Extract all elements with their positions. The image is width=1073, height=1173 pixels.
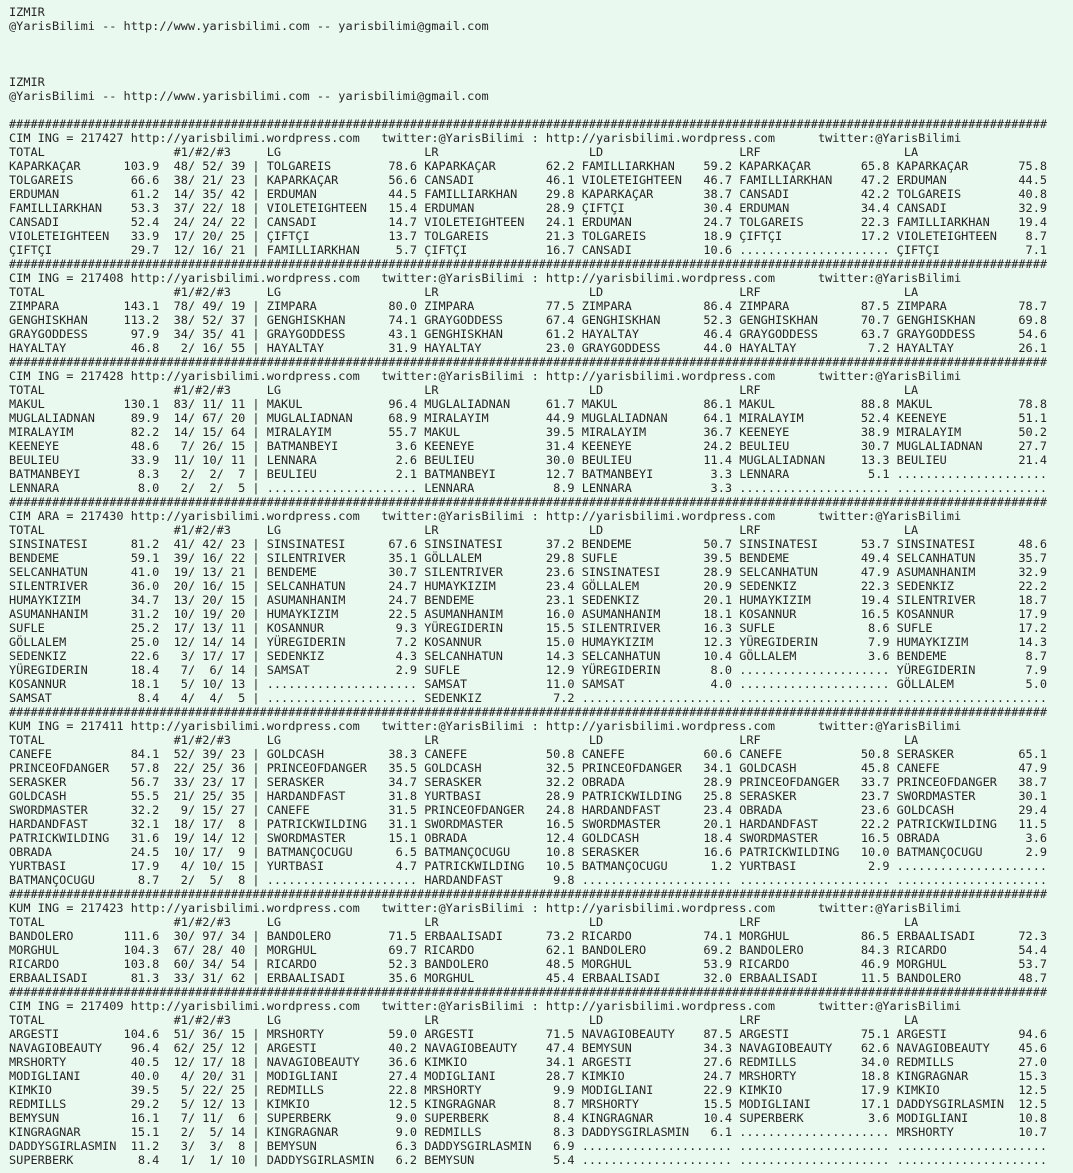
race-title-line: KUM ING = 217423 http://yarisbilimi.wordpress.com twitter:@YarisBilimi : http://yarisbilimi.wordpress.com twitter:@YarisBilimi — [9, 901, 962, 915]
horse-row: CANEFE 84.1 52/ 39/ 23 | GOLDCASH 38.3 CANEFE 50.8 CANEFE 60.6 CANEFE 50.8 SERASKER 65.1 — [9, 747, 1048, 761]
blank-line — [9, 61, 1073, 75]
horse-row: RICARDO 103.8 60/ 34/ 54 | RICARDO 52.3 BANDOLERO 48.5 MORGHUL 53.9 RICARDO 46.9 MORGHUL 53.7 — [9, 957, 1048, 971]
section-divider: ################################################################################################################################################# — [9, 355, 1048, 369]
horse-row: SWORDMASTER 32.2 9/ 15/ 27 | CANEFE 31.5 PRINCEOFDANGER 24.8 HARDANDFAST 23.4 OBRADA 23.6 GOLDCASH 29.4 — [9, 803, 1048, 817]
horse-row: KIMKIO 39.5 5/ 22/ 25 | REDMILLS 22.8 MRSHORTY 9.9 MODIGLIANI 22.9 KIMKIO 17.9 KIMKIO 12.5 — [9, 1083, 1048, 1097]
horse-row: BEULIEU 33.9 11/ 10/ 11 | LENNARA 2.6 BEULIEU 30.0 BEULIEU 11.4 MUGLALIADNAN 13.3 BEULIEU 21.4 — [9, 453, 1048, 467]
horse-row: ARGESTI 104.6 51/ 36/ 15 | MRSHORTY 59.0 ARGESTI 71.5 NAVAGIOBEAUTY 87.5 ARGESTI 75.1 ARGESTI 94.6 — [9, 1027, 1048, 1041]
horse-row: VIOLETEIGHTEEN 33.9 17/ 20/ 25 | ÇIFTÇI 13.7 TOLGAREIS 21.3 TOLGAREIS 18.9 ÇIFTÇI 17.2 VIOLETEIGHTEEN 8.7 — [9, 229, 1048, 243]
horse-row: YÜREGIDERIN 18.4 7/ 6/ 14 | SAMSAT 2.9 SUFLE 12.9 YÜREGIDERIN 8.0 ..................... YÜREGIDERIN 7.9 — [9, 663, 1048, 677]
race-title-line: CIM ING = 217428 http://yarisbilimi.wordpress.com twitter:@YarisBilimi : http://yarisbilimi.wordpress.com twitter:@YarisBilimi — [9, 369, 962, 383]
horse-row: MRSHORTY 40.5 12/ 17/ 18 | NAVAGIOBEAUTY 36.6 KIMKIO 34.1 ARGESTI 27.6 REDMILLS 34.0 REDMILLS 27.0 — [9, 1055, 1048, 1069]
column-header-row: TOTAL #1/#2/#3 LG LR LD LRF LA — [9, 915, 919, 929]
race-title-line: CIM ING = 217427 http://yarisbilimi.wordpress.com twitter:@YarisBilimi : http://yarisbilimi.wordpress.com twitter:@YarisBilimi — [9, 131, 962, 145]
horse-row: MORGHUL 104.3 67/ 28/ 40 | MORGHUL 69.7 RICARDO 62.1 BANDOLERO 69.2 BANDOLERO 84.3 RICARDO 54.4 — [9, 943, 1048, 957]
horse-row: MUGLALIADNAN 89.9 14/ 67/ 20 | MUGLALIADNAN 68.9 MIRALAYIM 44.9 MUGLALIADNAN 64.1 MIRALAYIM 52.4 KEENEYE 51.1 — [9, 411, 1048, 425]
column-header-row: TOTAL #1/#2/#3 LG LR LD LRF LA — [9, 523, 919, 537]
horse-row: PRINCEOFDANGER 57.8 22/ 25/ 36 | PRINCEOFDANGER 35.5 GOLDCASH 32.5 PRINCEOFDANGER 34.1 GOLDCASH 45.8 CANEFE 47.9 — [9, 761, 1048, 775]
horse-row: KEENEYE 48.6 7/ 26/ 15 | BATMANBEYI 3.6 KEENEYE 31.4 KEENEYE 24.2 BEULIEU 30.7 MUGLALIADNAN 27.7 — [9, 439, 1048, 453]
horse-row: KINGRAGNAR 15.1 2/ 5/ 14 | KINGRAGNAR 9.0 REDMILLS 8.3 DADDYSGIRLASMIN 6.1 ..................... MRSHORTY 10.7 — [9, 1125, 1048, 1139]
race-title-line: KUM ING = 217411 http://yarisbilimi.wordpress.com twitter:@YarisBilimi : http://yarisbilimi.wordpress.com twitter:@YarisBilimi — [9, 719, 962, 733]
race-title-line: CIM ARA = 217430 http://yarisbilimi.wordpress.com twitter:@YarisBilimi : http://yarisbilimi.wordpress.com twitter:@YarisBilimi — [9, 509, 962, 523]
horse-row: SINSINATESI 81.2 41/ 42/ 23 | SINSINATESI 67.6 SINSINATESI 37.2 BENDEME 50.7 SINSINATESI 53.7 SINSINATESI 48.6 — [9, 537, 1048, 551]
horse-row: SUPERBERK 8.4 1/ 1/ 10 | DADDYSGIRLASMIN 6.2 BEMYSUN 5.4 ..................... ..................... ..................... — [9, 1153, 1048, 1167]
horse-row: MIRALAYIM 82.2 14/ 15/ 64 | MIRALAYIM 55.7 MAKUL 39.5 MIRALAYIM 36.7 KEENEYE 38.9 MIRALAYIM 50.2 — [9, 425, 1048, 439]
horse-row: GÖLLALEM 25.0 12/ 14/ 14 | YÜREGIDERIN 7.2 KOSANNUR 15.0 HUMAYKIZIM 12.3 YÜREGIDERIN 7.9 HUMAYKIZIM 14.3 — [9, 635, 1048, 649]
contact-line: @YarisBilimi -- http://www.yarisbilimi.com -- yarisbilimi@gmail.com — [9, 19, 489, 33]
horse-row: GENGHISKHAN 113.2 38/ 52/ 37 | GENGHISKHAN 74.1 GRAYGODDESS 67.4 GENGHISKHAN 52.3 GENGHISKHAN 70.7 GENGHISKHAN 69.8 — [9, 313, 1048, 327]
section-divider: ################################################################################################################################################# — [9, 257, 1048, 271]
column-header-row: TOTAL #1/#2/#3 LG LR LD LRF LA — [9, 285, 919, 299]
horse-row: DADDYSGIRLASMIN 11.2 3/ 3/ 8 | BEMYSUN 6.3 DADDYSGIRLASMIN 6.9 ..................... ..................... ..................... — [9, 1139, 1048, 1153]
blank-line — [9, 103, 1073, 117]
blank-line — [9, 47, 1073, 61]
horse-row: MODIGLIANI 40.0 4/ 20/ 31 | MODIGLIANI 27.4 MODIGLIANI 28.7 KIMKIO 24.7 MRSHORTY 18.8 KINGRAGNAR 15.3 — [9, 1069, 1048, 1083]
horse-row: SILENTRIVER 36.0 20/ 16/ 15 | SELCANHATUN 24.7 HUMAYKIZIM 23.4 GÖLLALEM 20.9 SEDENKIZ 22.3 SEDENKIZ 22.2 — [9, 579, 1048, 593]
column-header-row: TOTAL #1/#2/#3 LG LR LD LRF LA — [9, 145, 919, 159]
horse-row: BATMANÇOCUGU 8.7 2/ 5/ 8 | ..................... HARDANDFAST 9.8 ..................... ..................... ..................... — [9, 873, 1048, 887]
horse-row: BENDEME 59.1 39/ 16/ 22 | SILENTRIVER 35.1 GÖLLALEM 29.8 SUFLE 39.5 BENDEME 49.4 SELCANHATUN 35.7 — [9, 551, 1048, 565]
horse-row: KOSANNUR 18.1 5/ 10/ 13 | ..................... SAMSAT 11.0 SAMSAT 4.0 ..................... GÖLLALEM 5.0 — [9, 677, 1048, 691]
horse-row: REDMILLS 29.2 5/ 12/ 13 | KIMKIO 12.5 KINGRAGNAR 8.7 MRSHORTY 15.5 MODIGLIANI 17.1 DADDYSGIRLASMIN 12.5 — [9, 1097, 1048, 1111]
blank-line — [9, 33, 1073, 47]
horse-row: HARDANDFAST 32.1 18/ 17/ 8 | PATRICKWILDING 31.1 SWORDMASTER 16.5 SWORDMASTER 20.1 HARDANDFAST 22.2 PATRICKWILDING 11.5 — [9, 817, 1048, 831]
horse-row: HAYALTAY 46.8 2/ 16/ 55 | HAYALTAY 31.9 HAYALTAY 23.0 GRAYGODDESS 44.0 HAYALTAY 7.2 HAYALTAY 26.1 — [9, 341, 1048, 355]
horse-row: GRAYGODDESS 97.9 34/ 35/ 41 | GRAYGODDESS 43.1 GENGHISKHAN 61.2 HAYALTAY 46.4 GRAYGODDESS 63.7 GRAYGODDESS 54.6 — [9, 327, 1048, 341]
section-divider: ################################################################################################################################################# — [9, 117, 1048, 131]
section-divider: ################################################################################################################################################# — [9, 985, 1048, 999]
horse-row: SAMSAT 8.4 4/ 4/ 5 | ..................... SEDENKIZ 7.2 ..................... ..................... ..................... — [9, 691, 1048, 705]
horse-row: PATRICKWILDING 31.6 19/ 14/ 12 | SWORDMASTER 15.1 OBRADA 12.4 GOLDCASH 18.4 SWORDMASTER 16.5 OBRADA 3.6 — [9, 831, 1048, 845]
race-sections — [9, 117, 1073, 1167]
column-header-row: TOTAL #1/#2/#3 LG LR LD LRF LA — [9, 1013, 919, 1027]
race-title-line: CIM ING = 217408 http://yarisbilimi.wordpress.com twitter:@YarisBilimi : http://yarisbilimi.wordpress.com twitter:@YarisBilimi — [9, 271, 962, 285]
horse-row: HUMAYKIZIM 34.7 13/ 20/ 15 | ASUMANHANIM 24.7 BENDEME 23.1 SEDENKIZ 20.1 HUMAYKIZIM 19.4 SILENTRIVER 18.7 — [9, 593, 1048, 607]
city-label: IZMIR — [9, 75, 45, 89]
horse-row: ÇIFTÇI 29.7 12/ 16/ 21 | FAMILLIARKHAN 5.7 ÇIFTÇI 16.7 CANSADI 10.6 ..................... ÇIFTÇI 7.1 — [9, 243, 1048, 257]
horse-row: BEMYSUN 16.1 7/ 11/ 6 | SUPERBERK 9.0 SUPERBERK 8.4 KINGRAGNAR 10.4 SUPERBERK 3.6 MODIGLIANI 10.8 — [9, 1111, 1048, 1125]
column-header-row: TOTAL #1/#2/#3 LG LR LD LRF LA — [9, 383, 919, 397]
horse-row: FAMILLIARKHAN 53.3 37/ 22/ 18 | VIOLETEIGHTEEN 15.4 ERDUMAN 28.9 ÇIFTÇI 30.4 ERDUMAN 34.4 CANSADI 32.9 — [9, 201, 1048, 215]
race-title-line: CIM ING = 217409 http://yarisbilimi.wordpress.com twitter:@YarisBilimi : http://yarisbilimi.wordpress.com twitter:@YarisBilimi — [9, 999, 962, 1013]
section-divider: ################################################################################################################################################# — [9, 495, 1048, 509]
horse-row: KAPARKAÇAR 103.9 48/ 52/ 39 | TOLGAREIS 78.6 KAPARKAÇAR 62.2 FAMILLIARKHAN 59.2 KAPARKAÇAR 65.8 KAPARKAÇAR 75.8 — [9, 159, 1048, 173]
horse-row: SUFLE 25.2 17/ 13/ 11 | KOSANNUR 9.3 YÜREGIDERIN 15.5 SILENTRIVER 16.3 SUFLE 8.6 SUFLE 17.2 — [9, 621, 1048, 635]
horse-row: OBRADA 24.5 10/ 17/ 9 | BATMANÇOCUGU 6.5 BATMANÇOCUGU 10.8 SERASKER 16.6 PATRICKWILDING 10.0 BATMANÇOCUGU 2.9 — [9, 845, 1048, 859]
horse-row: MAKUL 130.1 83/ 11/ 11 | MAKUL 96.4 MUGLALIADNAN 61.7 MAKUL 86.1 MAKUL 88.8 MAKUL 78.8 — [9, 397, 1048, 411]
horse-row: SERASKER 56.7 33/ 23/ 17 | SERASKER 34.7 SERASKER 32.2 OBRADA 28.9 PRINCEOFDANGER 33.7 PRINCEOFDANGER 38.7 — [9, 775, 1048, 789]
section-divider: ################################################################################################################################################# — [9, 887, 1048, 901]
horse-row: YURTBASI 17.9 4/ 10/ 15 | YURTBASI 4.7 PATRICKWILDING 10.5 BATMANÇOCUGU 1.2 YURTBASI 2.9 ..................... — [9, 859, 1048, 873]
horse-row: GOLDCASH 55.5 21/ 25/ 35 | HARDANDFAST 31.8 YURTBASI 28.9 PATRICKWILDING 25.8 SERASKER 23.7 SWORDMASTER 30.1 — [9, 789, 1048, 803]
horse-row: ZIMPARA 143.1 78/ 49/ 19 | ZIMPARA 80.0 ZIMPARA 77.5 ZIMPARA 86.4 ZIMPARA 87.5 ZIMPARA 78.7 — [9, 299, 1048, 313]
horse-row: CANSADI 52.4 24/ 24/ 22 | CANSADI 14.7 VIOLETEIGHTEEN 24.1 ERDUMAN 24.7 TOLGAREIS 22.3 FAMILLIARKHAN 19.4 — [9, 215, 1048, 229]
city-label: IZMIR — [9, 5, 45, 19]
horse-row: SEDENKIZ 22.6 3/ 17/ 17 | SEDENKIZ 4.3 SELCANHATUN 14.3 SELCANHATUN 10.4 GÖLLALEM 3.6 BENDEME 8.7 — [9, 649, 1048, 663]
horse-row: BANDOLERO 111.6 30/ 97/ 34 | BANDOLERO 71.5 ERBAALISADI 73.2 RICARDO 74.1 MORGHUL 86.5 ERBAALISADI 72.3 — [9, 929, 1048, 943]
horse-row: NAVAGIOBEAUTY 96.4 62/ 25/ 12 | ARGESTI 40.2 NAVAGIOBEAUTY 47.4 BEMYSUN 34.3 NAVAGIOBEAUTY 62.6 NAVAGIOBEAUTY 45.6 — [9, 1041, 1048, 1055]
horse-row: ASUMANHANIM 31.2 10/ 19/ 20 | HUMAYKIZIM 22.5 ASUMANHANIM 16.0 ASUMANHANIM 18.1 KOSANNUR 16.5 KOSANNUR 17.9 — [9, 607, 1048, 621]
section-divider: ################################################################################################################################################# — [9, 705, 1048, 719]
horse-row: ERBAALISADI 81.3 33/ 31/ 62 | ERBAALISADI 35.6 MORGHUL 45.4 ERBAALISADI 32.0 ERBAALISADI 11.5 BANDOLERO 48.7 — [9, 971, 1048, 985]
horse-row: TOLGAREIS 66.6 38/ 21/ 23 | KAPARKAÇAR 56.6 CANSADI 46.1 VIOLETEIGHTEEN 46.7 FAMILLIARKHAN 47.2 ERDUMAN 44.5 — [9, 173, 1048, 187]
horse-row: LENNARA 8.0 2/ 2/ 5 | ..................... LENNARA 8.9 LENNARA 3.3 ..................... ..................... — [9, 481, 1048, 495]
horse-row: ERDUMAN 61.2 14/ 35/ 42 | ERDUMAN 44.5 FAMILLIARKHAN 29.8 KAPARKAÇAR 38.7 CANSADI 42.2 TOLGAREIS 40.8 — [9, 187, 1048, 201]
horse-row: BATMANBEYI 8.3 2/ 2/ 7 | BEULIEU 2.1 BATMANBEYI 12.7 BATMANBEYI 3.3 LENNARA 5.1 ..................... — [9, 467, 1048, 481]
contact-line: @YarisBilimi -- http://www.yarisbilimi.com -- yarisbilimi@gmail.com — [9, 89, 489, 103]
horse-row: SELCANHATUN 41.0 19/ 13/ 21 | BENDEME 30.7 SILENTRIVER 23.6 SINSINATESI 28.9 SELCANHATUN 47.9 ASUMANHANIM 32.9 — [9, 565, 1048, 579]
column-header-row: TOTAL #1/#2/#3 LG LR LD LRF LA — [9, 733, 919, 747]
